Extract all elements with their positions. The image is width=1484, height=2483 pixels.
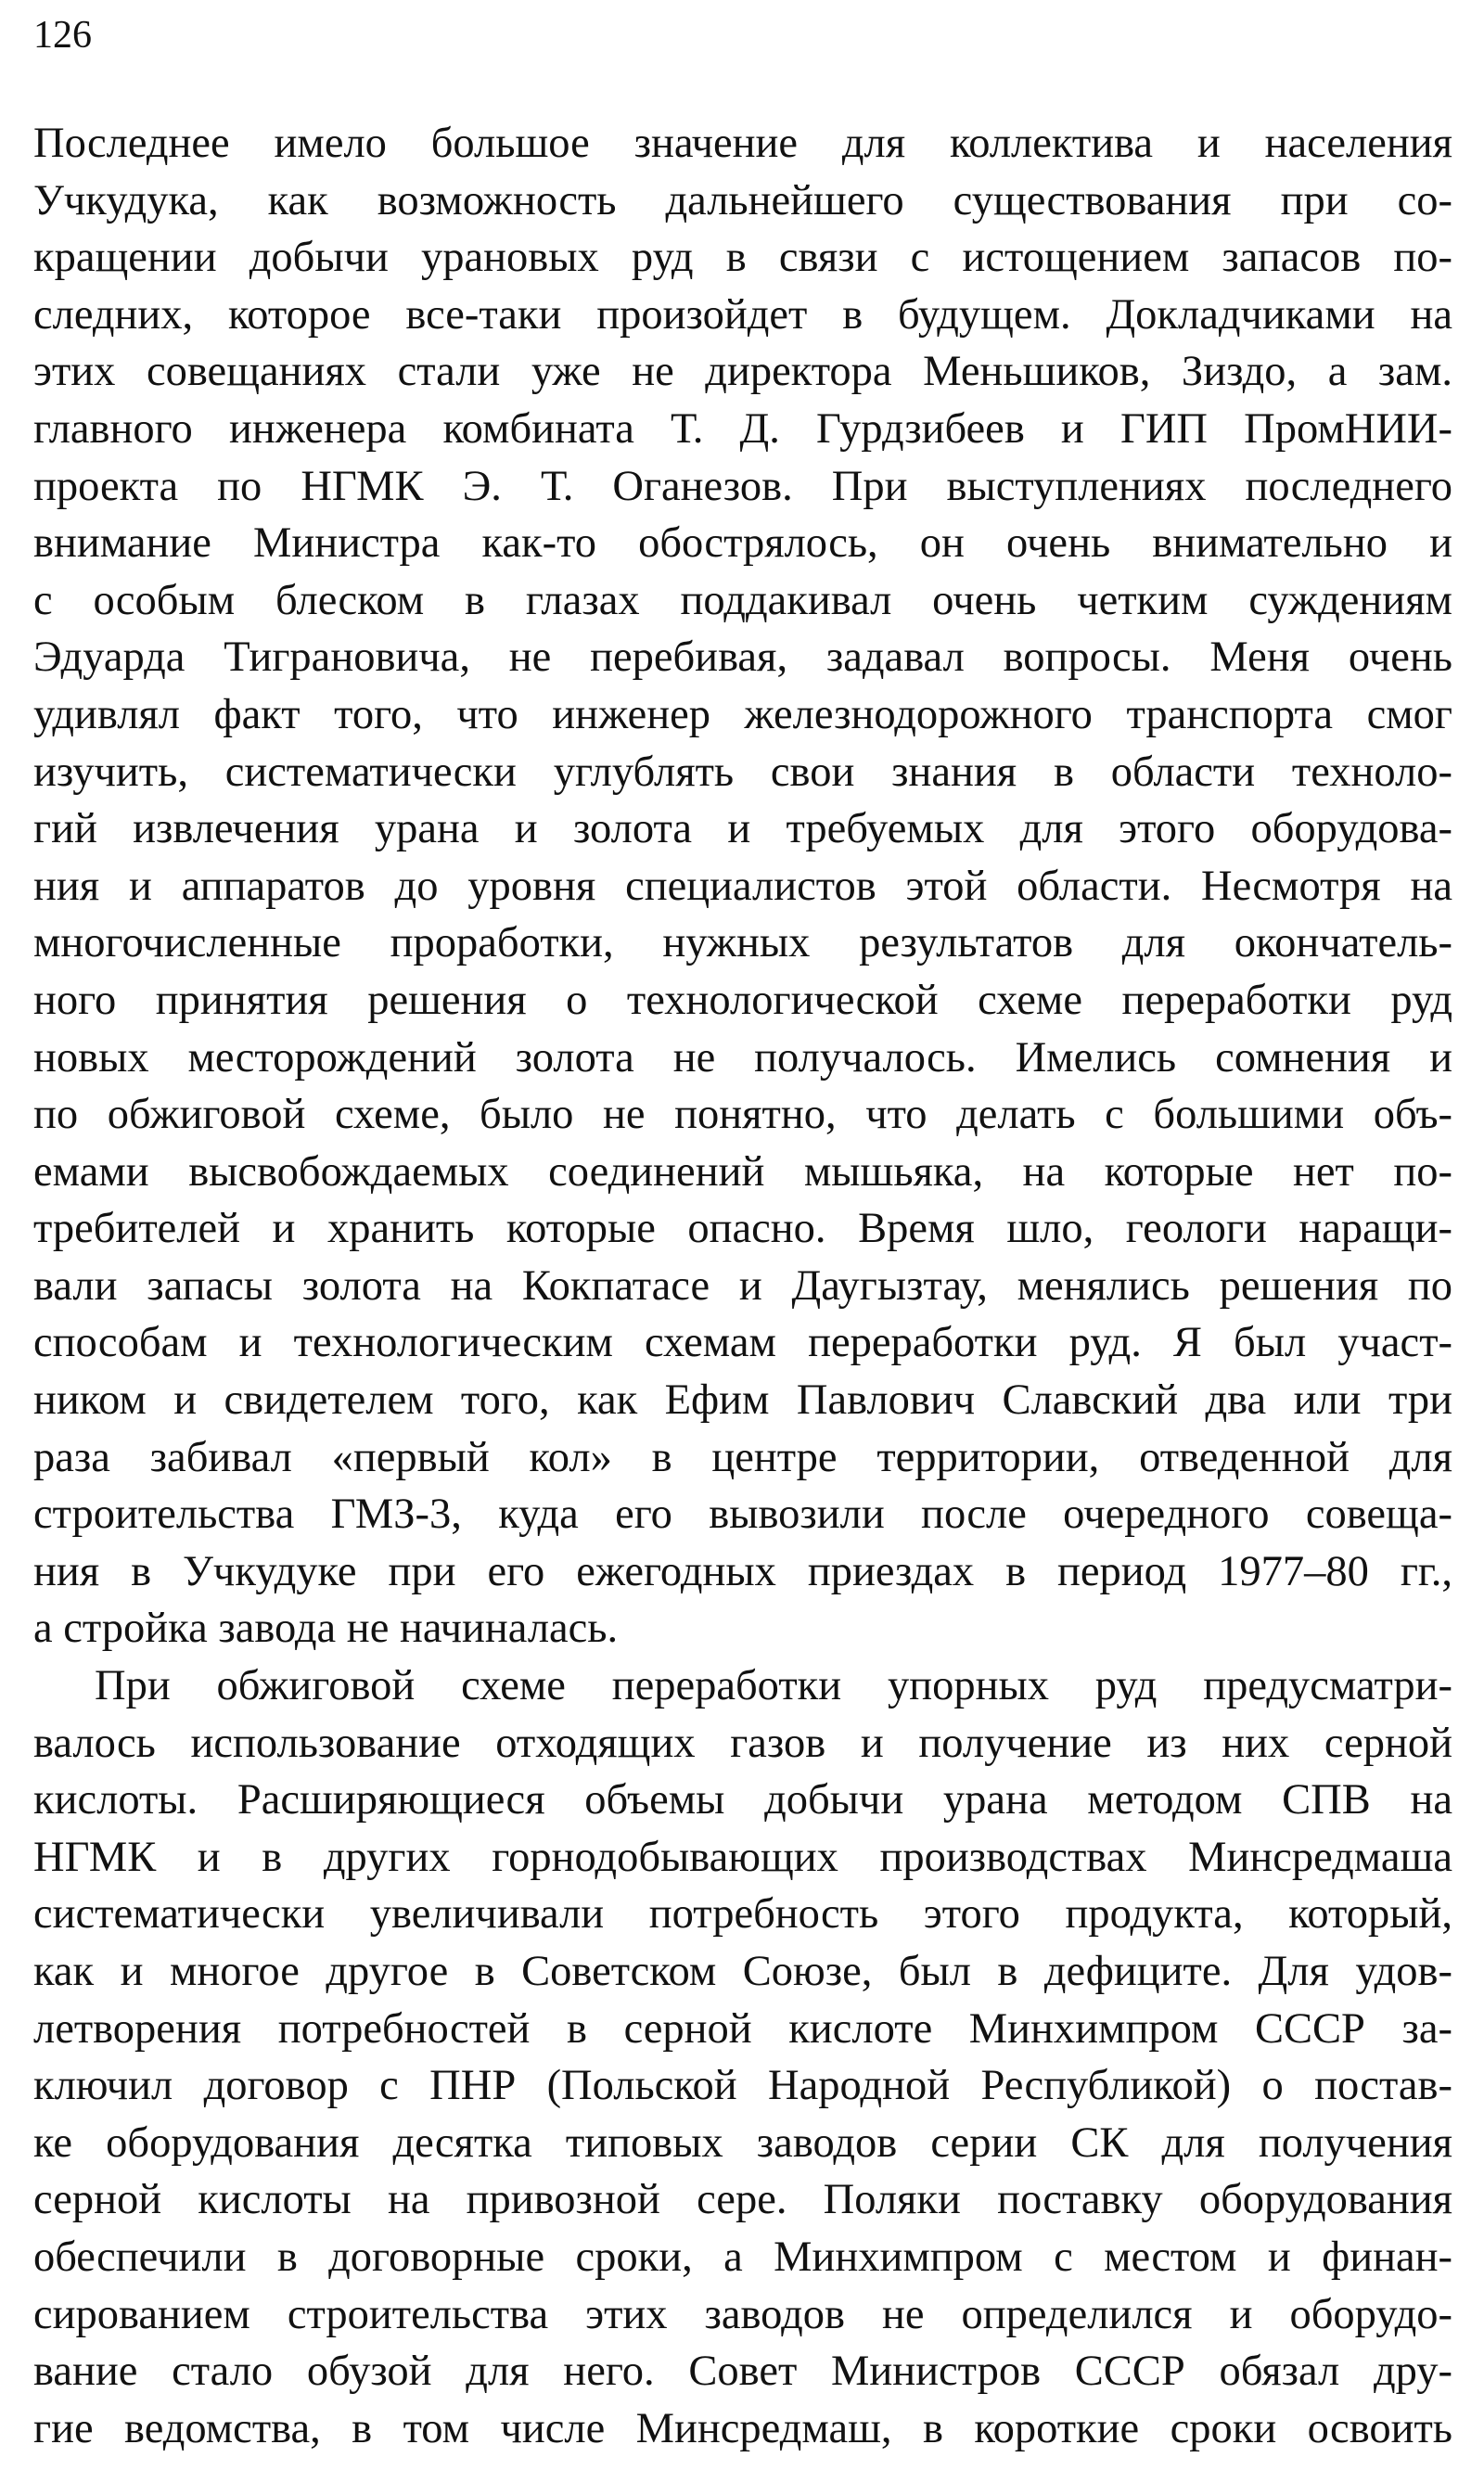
text-line: вали запасы золота на Кокпатасе и Даугызтау, менялись решения по xyxy=(33,1261,1452,1310)
text-line: новых месторождений золота не получалось. Имелись сомнения и xyxy=(33,1033,1452,1082)
text-line: валось использование отходящих газов и получение из них серной xyxy=(33,1719,1452,1767)
text-line: строительства ГМЗ-3, куда его вывозили после очередного совеща- xyxy=(33,1491,1452,1539)
text-line: удивлял факт того, что инженер железнодорожного транспорта смог xyxy=(33,690,1452,738)
text-line: вание стало обузой для него. Совет Министров СССР обязал дру- xyxy=(33,2348,1452,2396)
text-line: способам и технологическим схемам переработки руд. Я был участ- xyxy=(33,1319,1452,1367)
text-line: раза забивал «первый кол» в центре территории, отведенной для xyxy=(33,1433,1452,1481)
text-line: серной кислоты на привозной сере. Поляки поставку оборудования xyxy=(33,2176,1452,2224)
text-line: многочисленные проработки, нужных результатов для окончатель- xyxy=(33,919,1452,967)
text-line: При обжиговой схеме переработки упорных руд предусматри- xyxy=(95,1662,1452,1710)
paragraph xyxy=(33,115,1452,1657)
paragraph xyxy=(33,1657,1452,2457)
text-line: ником и свидетелем того, как Ефим Павлович Славский два или три xyxy=(33,1376,1452,1425)
text-line: Учкудука, как возможность дальнейшего существования при со- xyxy=(33,176,1452,224)
text-line: с особым блеском в глазах поддакивал очень четким суждениям xyxy=(33,576,1452,624)
text-line: обеспечили в договорные сроки, а Минхимпром с местом и финан- xyxy=(33,2233,1452,2281)
text-line: проекта по НГМК Э. Т. Оганезов. При выступлениях последнего xyxy=(33,462,1452,510)
text-line: изучить, систематически углублять свои знания в области техноло- xyxy=(33,748,1452,796)
text-line: требителей и хранить которые опасно. Время шло, геологи наращи- xyxy=(33,1205,1452,1253)
text-line: внимание Министра как-то обострялось, он очень внимательно и xyxy=(33,519,1452,568)
text-line: емами высвобождаемых соединений мышьяка, на которые нет по- xyxy=(33,1147,1452,1196)
text-line: ключил договор с ПНР (Польской Народной Республикой) о постав- xyxy=(33,2062,1452,2110)
text-line: ного принятия решения о технологической схеме переработки руд xyxy=(33,976,1452,1024)
text-line: систематически увеличивали потребность этого продукта, который, xyxy=(33,1890,1452,1939)
text-line: НГМК и в других горнодобывающих производствах Минсредмаша xyxy=(33,1833,1452,1881)
text-line: а стройка завода не начиналась. xyxy=(33,1605,619,1653)
text-line: летворения потребностей в серной кислоте Минхимпром СССР за- xyxy=(33,2004,1452,2053)
text-line: этих совещаниях стали уже не директора Меньшиков, Зиздо, а зам. xyxy=(33,348,1452,396)
text-line: кращении добычи урановых руд в связи с истощением запасов по- xyxy=(33,234,1452,282)
text-line: кислоты. Расширяющиеся объемы добычи урана методом СПВ на xyxy=(33,1776,1452,1824)
text-line: Последнее имело большое значение для коллектива и населения xyxy=(33,120,1452,167)
text-line: сированием строительства этих заводов не определился и оборудо- xyxy=(33,2290,1452,2338)
text-line: как и многое другое в Советском Союзе, был в дефиците. Для удов- xyxy=(33,1948,1452,1995)
text-line: гие ведомства, в том числе Минсредмаш, в короткие сроки освоить xyxy=(33,2404,1452,2452)
text-line: по обжиговой схеме, было не понятно, что делать с большими объ- xyxy=(33,1091,1452,1139)
text-line: ния и аппаратов до уровня специалистов этой области. Несмотря на xyxy=(33,862,1452,910)
text-line: главного инженера комбината Т. Д. Гурдзибеев и ГИП ПромНИИ- xyxy=(33,404,1452,453)
text-line: Эдуарда Тиграновича, не перебивая, задавал вопросы. Меня очень xyxy=(33,634,1452,682)
text-line: гий извлечения урана и золота и требуемых для этого оборудова- xyxy=(33,805,1452,853)
body-text xyxy=(33,115,1452,2457)
page-number: 126 xyxy=(33,14,92,57)
text-line: ния в Учкудуке при его ежегодных приездах в период 1977–80 гг., xyxy=(33,1547,1452,1595)
text-line: следних, которое все-таки произойдет в будущем. Докладчиками на xyxy=(33,290,1452,339)
text-line: ке оборудования десятка типовых заводов серии СК для получения xyxy=(33,2118,1452,2167)
